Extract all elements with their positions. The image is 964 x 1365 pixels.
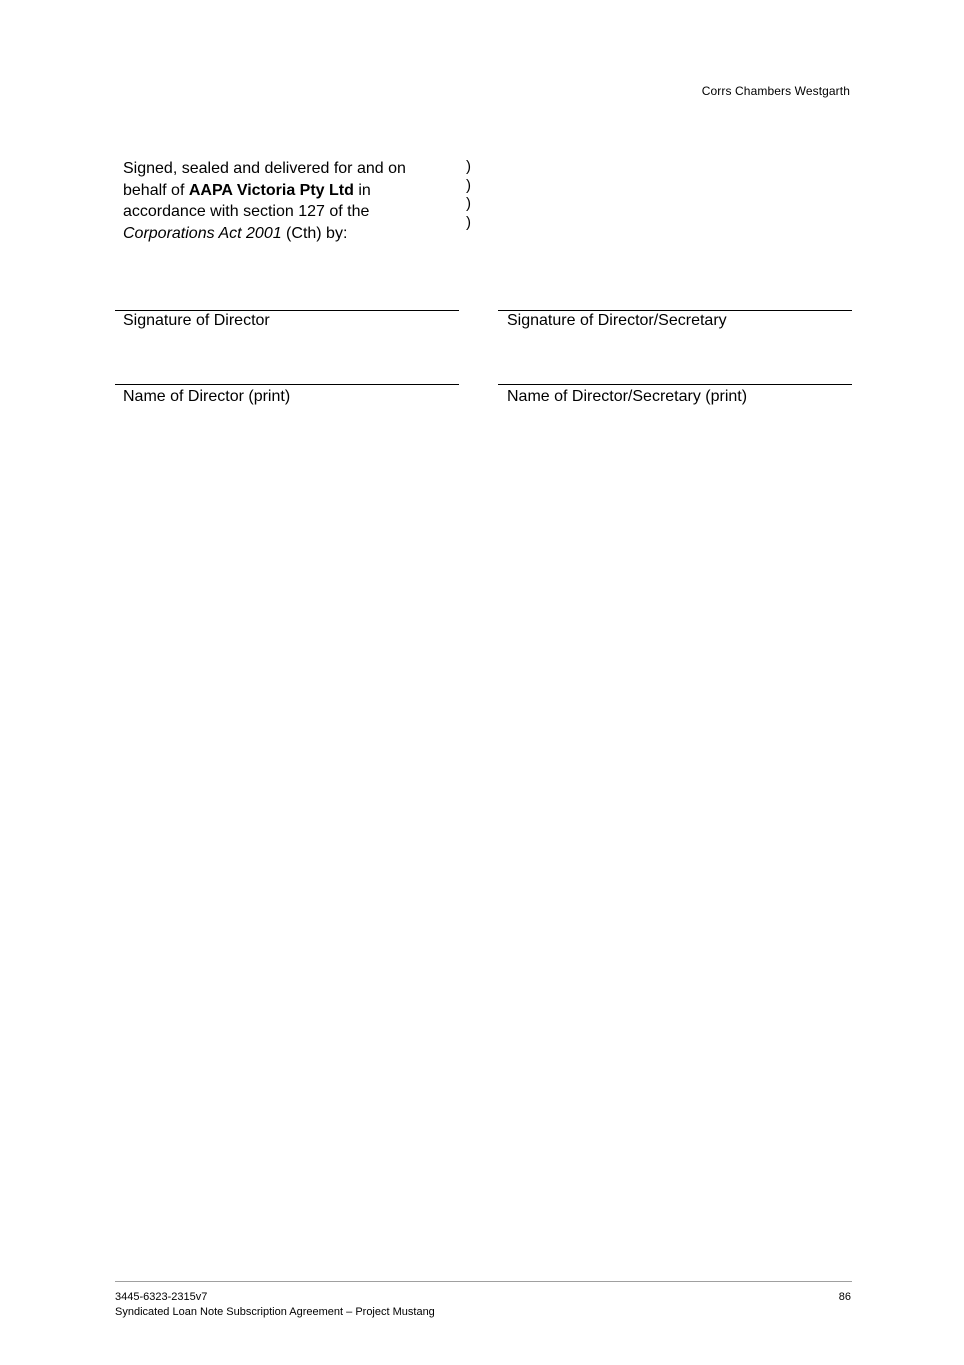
execution-line-2-suffix: in	[353, 181, 371, 199]
footer-divider	[115, 1281, 852, 1282]
document-title: Syndicated Loan Note Subscription Agreement – Project Mustang	[115, 1306, 435, 1318]
document-id: 3445-6323-2315v7	[115, 1291, 208, 1303]
bracket: )	[466, 213, 471, 231]
execution-line-2	[123, 180, 453, 202]
execution-line-4-suffix: (Cth) by:	[281, 225, 348, 243]
director-signature-label: Signature of Director	[123, 312, 270, 329]
page-number: 86	[838, 1291, 851, 1303]
execution-brackets	[466, 158, 471, 232]
execution-clause	[123, 158, 453, 245]
bracket: )	[466, 158, 471, 175]
act-name: Corporations Act 2001	[123, 225, 282, 243]
execution-line-4	[123, 223, 453, 245]
bracket: )	[466, 176, 471, 194]
firm-name: Corrs Chambers Westgarth	[701, 84, 850, 98]
company-name: AAPA Victoria Pty Ltd	[188, 181, 354, 199]
footer-document-info	[115, 1290, 435, 1320]
execution-line-3: accordance with section 127 of the	[123, 203, 370, 221]
secretary-signature-label: Signature of Director/Secretary	[507, 312, 727, 329]
bracket: )	[466, 195, 471, 212]
secretary-name-line	[498, 384, 852, 385]
director-name-label: Name of Director (print)	[123, 388, 291, 405]
execution-line-2-prefix: behalf of	[123, 181, 189, 199]
secretary-name-label: Name of Director/Secretary (print)	[507, 388, 748, 405]
execution-line-1: Signed, sealed and delivered for and on	[123, 160, 406, 177]
director-name-line	[115, 384, 459, 385]
